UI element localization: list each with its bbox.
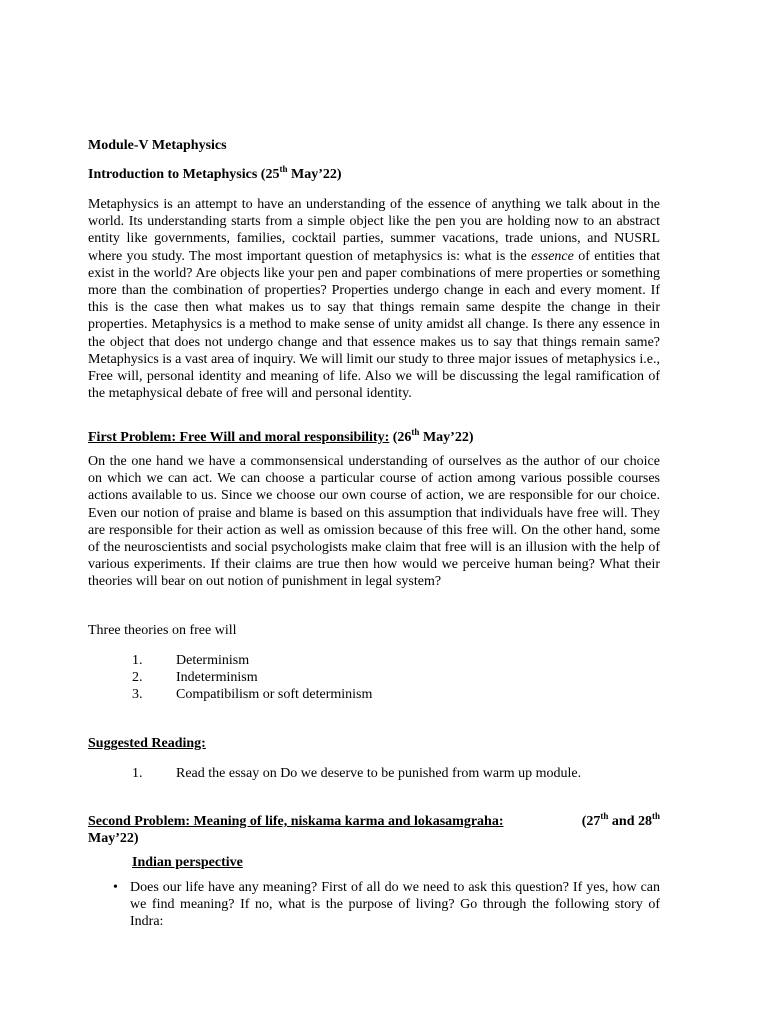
- suggested-reading-heading: Suggested Reading:: [88, 736, 206, 751]
- second-problem-heading: Second Problem: Meaning of life, niskama karma and lokasamgraha: (27th and 28th May’22): [88, 811, 660, 847]
- first-problem-heading: First Problem: Free Will and moral responsibility: (26th May’22): [88, 427, 474, 445]
- intro-paragraph: Metaphysics is an attempt to have an understanding of the essence of anything we talk about in the world. Its understanding starts from a simple object like the pen you are holding now to an abstract entity like governments, families, cocktail parties, summer vacations, trade unions, and NUSRL where you study. The most important question of metaphysics is: what is the essence of entities that exist in the world? Are objects like your pen and paper combinations of mere properties or something more than the combination of properties? Properties undergo change in each and every moment. If this is the case then what makes us to say that things remain same despite the change in their properties. Metaphysics is a method to make sense of unity amidst all change. Is there any essence in the object that does not undergo change and that essence makes us to say that things remain same? Metaphysics is a vast area of inquiry. We will limit our study to three major issues of metaphysics i.e., Free will, personal identity and meaning of life. Also we will be discussing the legal ramification of the metaphysical debate of free will and personal identity.: [88, 197, 661, 402]
- bullet-icon: •: [113, 880, 118, 895]
- first-problem-paragraph: On the one hand we have a commonsensical understanding of ourselves as the author of our choice on which we can act. We can choose a particular course of action among various possible courses actions available to us. Since we choose our own course of action, we are responsible for our choice. Even our notion of praise and blame is based on this assumption that individuals have free will. They are responsible for their action as well as omission because of this free will. On the other hand, some of the neuroscientists and social psychologists make claim that free will is an illusion with the help of various experiments. If their claims are true then how would we perceive human being? What their theories will bear on out notion of punishment in legal system?: [88, 454, 660, 590]
- intro-heading: Introduction to Metaphysics (25th May’22): [88, 164, 342, 182]
- theories-intro: Three theories on free will: [88, 623, 237, 638]
- module-title: Module-V Metaphysics: [88, 138, 227, 153]
